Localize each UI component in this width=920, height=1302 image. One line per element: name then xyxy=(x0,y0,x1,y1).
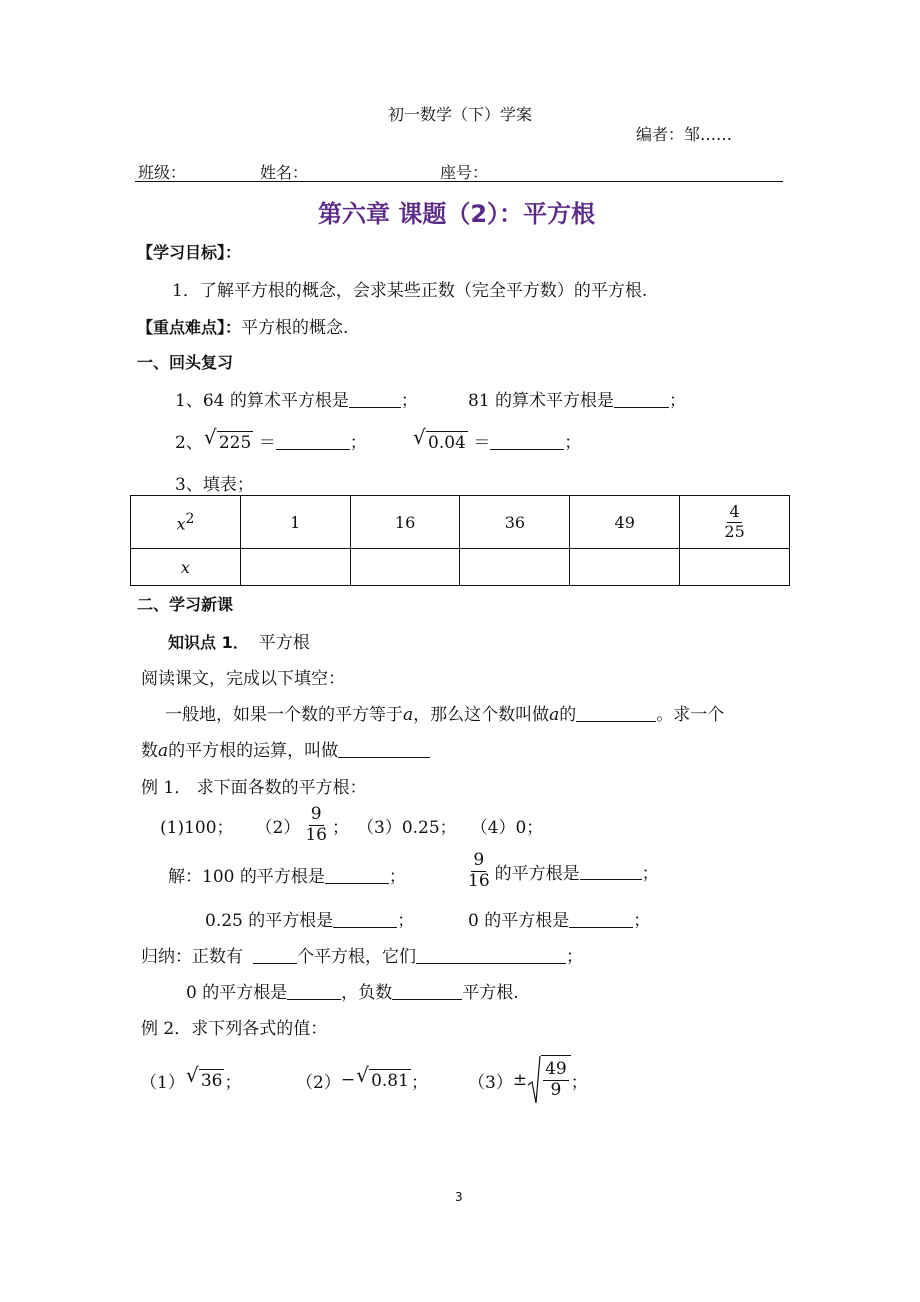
key-points xyxy=(137,313,348,338)
seat-label: 座号： xyxy=(440,163,489,182)
plus-minus-sign: ± xyxy=(512,1070,528,1090)
radicand: 0.81 xyxy=(371,1071,409,1091)
review-q2b xyxy=(412,425,582,453)
sol-blank-a[interactable] xyxy=(325,866,389,884)
table-input-cell[interactable] xyxy=(570,549,680,586)
fraction xyxy=(722,503,746,541)
sum-blank-2[interactable] xyxy=(416,946,566,964)
sol-b-text: 的平方根是 xyxy=(494,863,580,884)
solution-a xyxy=(168,862,406,887)
sol-d-text: 0 的平方根是 xyxy=(468,911,570,931)
denominator: 9 xyxy=(550,1080,562,1100)
var-x: x xyxy=(180,557,190,577)
q1-blank-b[interactable] xyxy=(614,390,669,408)
course-title: 初一数学（下）学案 xyxy=(388,105,533,124)
kp1-label: 知识点 1． xyxy=(168,633,249,652)
def2-a: 数 xyxy=(141,741,158,761)
q1-semi-b: ； xyxy=(669,391,687,411)
review-q2 xyxy=(175,425,367,453)
objective-item: 1．了解平方根的概念，会求某些正数（完全平方数）的平方根. xyxy=(172,281,648,301)
equals: ＝ xyxy=(473,433,491,453)
solution-b xyxy=(466,846,659,896)
table-input-cell[interactable] xyxy=(680,549,790,586)
sum-e: 平方根. xyxy=(462,983,519,1003)
numerator: 49 xyxy=(545,1059,567,1080)
q2-semi-b: ； xyxy=(564,433,582,453)
knowledge-point xyxy=(168,628,310,653)
radical-sign-icon: √ xyxy=(356,1063,369,1087)
numerator: 4 xyxy=(729,502,740,522)
ex2-semi: ； xyxy=(410,1072,428,1093)
def-c: 的 xyxy=(559,705,577,725)
review-q1b xyxy=(468,386,686,411)
summary-line2 xyxy=(186,978,519,1003)
ex2-semi: ； xyxy=(570,1072,588,1093)
var-a: a xyxy=(403,705,414,725)
sum-blank-1[interactable] xyxy=(253,946,297,964)
fraction-49-9 xyxy=(543,1060,569,1100)
sol-blank-d[interactable] xyxy=(569,910,633,928)
kp1-name: 平方根 xyxy=(258,633,310,653)
sol-semi: ； xyxy=(633,911,651,931)
q2-label: 2、 xyxy=(175,433,203,453)
sqrt-49-9 xyxy=(527,1055,571,1105)
def2-b: 的平方根的运算，叫做 xyxy=(168,741,339,761)
table-cell: 16 xyxy=(350,496,460,549)
sol-blank-c[interactable] xyxy=(333,910,397,928)
sqrt-081 xyxy=(356,1063,411,1091)
sqrt-36 xyxy=(185,1063,225,1091)
new-lesson-heading: 二、学习新课 xyxy=(137,595,234,614)
ex2-p3-label: （3） xyxy=(468,1072,513,1093)
sqrt-004 xyxy=(413,425,468,453)
class-label: 班级： xyxy=(138,163,187,182)
sum-a: 归纳：正数有 xyxy=(141,947,243,967)
var-a: a xyxy=(158,741,169,761)
sol-blank-b[interactable] xyxy=(580,862,642,880)
sum-blank-3[interactable] xyxy=(287,982,341,1000)
table-input-cell[interactable] xyxy=(350,549,460,586)
sol-a-text: 解：100 的平方根是 xyxy=(168,867,325,887)
radicand: 225 xyxy=(218,433,252,453)
ex2-semi: ； xyxy=(224,1072,242,1093)
ex1-p4: （4）0； xyxy=(470,817,544,838)
summary-line1 xyxy=(141,942,583,967)
author-line: 编者：邹…… xyxy=(636,125,733,144)
q1-blank-a[interactable] xyxy=(349,390,401,408)
solution-d xyxy=(468,906,650,931)
table-input-cell[interactable] xyxy=(460,549,570,586)
ex1-p1: (1)100； xyxy=(160,817,234,838)
radicand xyxy=(541,1055,571,1105)
sol-semi: ； xyxy=(397,911,415,931)
table-cell: 1 xyxy=(240,496,350,549)
denominator: 16 xyxy=(468,870,490,891)
def-a: 一般地，如果一个数的平方等于 xyxy=(165,705,403,725)
definition-line2 xyxy=(141,736,430,761)
sol-semi: ； xyxy=(388,867,406,887)
radical-sign-icon xyxy=(527,1055,541,1105)
q2-blank-a[interactable] xyxy=(276,432,350,450)
objectives-heading: 【学习目标】： xyxy=(137,243,242,262)
sqrt-225 xyxy=(203,425,253,453)
page-title: 第六章 课题（2）：平方根 xyxy=(318,200,596,228)
table-row xyxy=(131,496,790,549)
var-a: a xyxy=(549,705,560,725)
table-row xyxy=(131,549,790,586)
sum-d: ，负数 xyxy=(341,983,393,1003)
numerator: 9 xyxy=(310,803,322,824)
fraction-9-16 xyxy=(466,851,492,891)
q2-blank-b[interactable] xyxy=(490,432,564,450)
var-x: x xyxy=(176,514,186,534)
table-cell: 36 xyxy=(460,496,570,549)
denominator: 25 xyxy=(724,521,745,541)
def-blank-2[interactable] xyxy=(338,740,430,758)
radicand: 0.04 xyxy=(428,433,466,453)
radical-sign-icon: √ xyxy=(203,425,217,449)
ex2-p1-label: （1） xyxy=(140,1072,185,1093)
exponent: 2 xyxy=(185,510,195,527)
example2-p3 xyxy=(468,1052,588,1108)
q1-text-b: 81 的算术平方根是 xyxy=(468,391,615,411)
solution-c xyxy=(205,906,414,931)
def-d: 。求一个 xyxy=(656,705,725,725)
header-rule xyxy=(135,181,783,182)
table-header-x xyxy=(131,549,241,586)
q1-semi-a: ； xyxy=(400,391,418,411)
key-points-heading: 【重点难点】： xyxy=(137,318,242,337)
definition-line1 xyxy=(165,700,724,725)
example1-problems xyxy=(160,800,543,850)
name-label: 姓名： xyxy=(260,163,309,182)
review-q1 xyxy=(175,386,418,411)
fraction-9-16 xyxy=(303,805,329,845)
example2-p1 xyxy=(140,1052,241,1108)
radicand: 36 xyxy=(200,1071,223,1091)
denominator: 16 xyxy=(305,824,327,845)
equals: ＝ xyxy=(258,433,276,453)
example2-heading: 例 2．求下列各式的值： xyxy=(141,1019,328,1039)
ex1-p2-label: （2） xyxy=(255,817,301,838)
radical-sign-icon: √ xyxy=(185,1063,199,1087)
sol-c-text: 0.25 的平方根是 xyxy=(205,911,334,931)
read-instruction: 阅读课文，完成以下填空： xyxy=(141,669,345,689)
key-points-text: 平方根的概念. xyxy=(241,318,349,338)
def-b: ，那么这个数叫做 xyxy=(413,705,550,725)
table-header-x2 xyxy=(131,496,241,549)
sum-c: 0 的平方根是 xyxy=(186,983,288,1003)
review-heading: 一、回头复习 xyxy=(137,353,234,372)
sum-blank-4[interactable] xyxy=(392,982,462,1000)
radical-sign-icon: √ xyxy=(413,425,426,449)
review-q3: 3、填表； xyxy=(175,475,254,495)
ex1-semi: ； xyxy=(332,817,349,838)
example2-p2 xyxy=(296,1052,428,1108)
def-blank-1[interactable] xyxy=(576,704,656,722)
page-number: 3 xyxy=(455,1190,463,1204)
table-input-cell[interactable] xyxy=(240,549,350,586)
table-cell: 49 xyxy=(570,496,680,549)
q2-semi-a: ； xyxy=(349,433,367,453)
q1-text-a: 1、64 的算术平方根是 xyxy=(175,391,349,411)
ex1-p3: （3）0.25； xyxy=(357,817,457,838)
ex2-p2-label: （2） xyxy=(296,1072,341,1093)
minus-sign: − xyxy=(340,1070,356,1090)
sum-semi: ； xyxy=(566,947,583,967)
sol-semi: ； xyxy=(641,863,659,884)
fill-table xyxy=(130,495,790,586)
example1-heading: 例 1． 求下面各数的平方根： xyxy=(141,778,367,798)
sum-b: 个平方根，它们 xyxy=(297,947,416,967)
numerator: 9 xyxy=(473,849,485,870)
table-cell-fraction xyxy=(680,496,790,549)
